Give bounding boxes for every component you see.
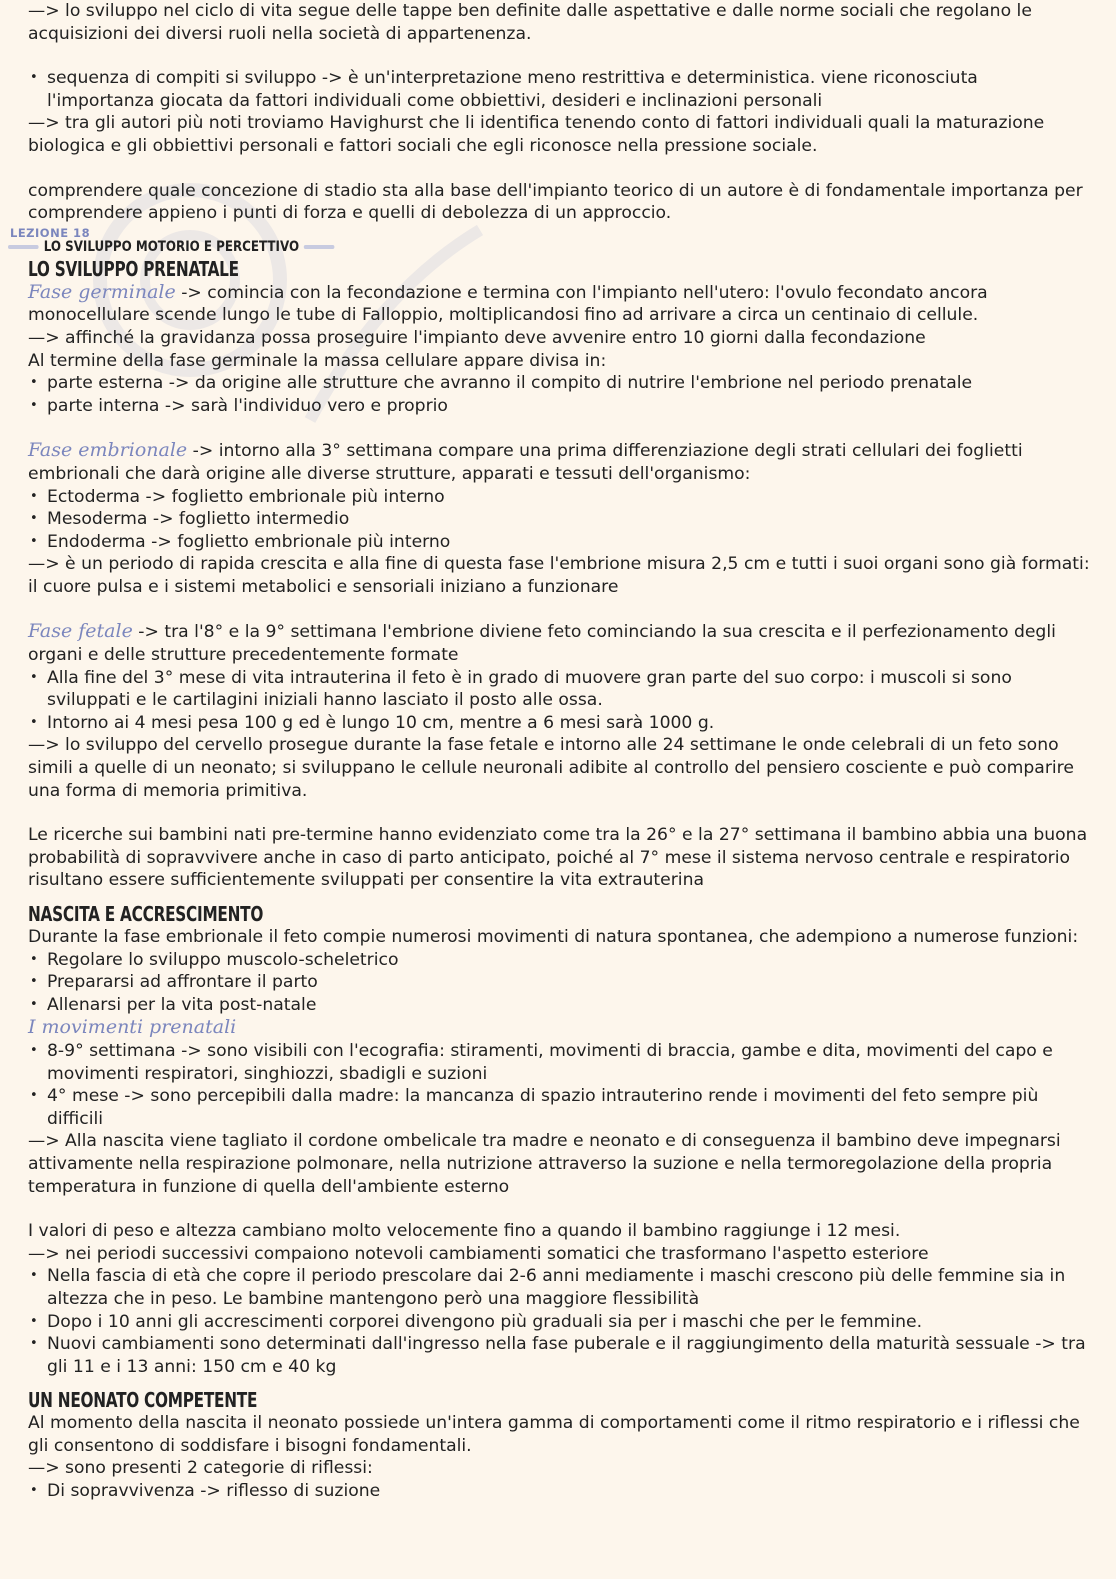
topic-heading [8, 237, 928, 257]
list-item: • parte esterna -> da origine alle strutture che avranno il compito di nutrire l'embrione nel periodo prenatale [28, 372, 1090, 395]
embryonic-paragraph-2: —> è un periodo di rapida crescita e alla fine di questa fase l'embrione misura 2,5 cm e tutti i suoi organi sono già formati: il cuore pulsa e i sistemi metabolici e sensoriali iniziano a funzionare [28, 554, 1090, 597]
list-item: • Nuovi cambiamenti sono determinati dall'ingresso nella fase puberale e il raggiungimento della maturità sessuale -> tra gli 11 e i 13 anni: 150 cm e 40 kg [28, 1333, 1090, 1378]
list-item: • Intorno ai 4 mesi pesa 100 g ed è lungo 10 cm, mentre a 6 mesi sarà 1000 g. [28, 712, 1090, 735]
list-item: • Dopo i 10 anni gli accrescimenti corporei divengono più graduali sia per i maschi che per le femmine. [28, 1311, 1090, 1334]
embryonic-label: Fase embrionale [28, 439, 188, 462]
fetal-text: -> tra l'8° e la 9° settimana l'embrione diviene feto cominciando la sua crescita e il perfezionamento degli organi e delle strutture precedentemente formate [28, 622, 1056, 666]
germinal-paragraph-2: —> affinché la gravidanza possa proseguire l'impianto deve avvenire entro 10 giorni dalla fecondazione [28, 327, 926, 348]
list-item: • Di sopravvivenza -> riflesso di suzione [28, 1480, 1090, 1503]
section-title-prenatal: LO SVILUPPO PRENATALE [28, 256, 239, 281]
birth-paragraph-2: —> Alla nascita viene tagliato il cordone ombelicale tra madre e neonato e di conseguenza il bambino deve impegnarsi attivamente nella respirazione polmonare, nella nutrizione attraverso la suzione e nella termoregolazione della propria temperatura in funzione di quella dell'ambiente esterno [28, 1131, 1061, 1197]
fetal-label: Fase fetale [28, 620, 133, 643]
topic-bar-right [304, 245, 335, 249]
list-item: • Allenarsi per la vita post-natale [28, 994, 1090, 1017]
germinal-paragraph [28, 281, 1090, 327]
topic-label: LO SVILUPPO MOTORIO E PERCETTIVO [43, 238, 300, 255]
document-page [28, 0, 1090, 1503]
newborn-paragraph-2: —> sono presenti 2 categorie di riflessi: [28, 1458, 373, 1479]
intro-paragraph-3: comprendere quale concezione di stadio sta alla base dell'impianto teorico di un autore è di fondamentale importanza per comprendere appieno i punti di forza e quelli di debolezza di un approccio. [28, 180, 1083, 224]
list-item: • Mesoderma -> foglietto intermedio [28, 508, 1090, 531]
fetal-paragraph [28, 620, 1090, 666]
list-item: • Endoderma -> foglietto embrionale più interno [28, 531, 1090, 554]
intro-paragraph-1: —> lo sviluppo nel ciclo di vita segue delle tappe ben definite dalle aspettative e dalle norme sociali che regolano le acquisizioni dei diversi ruoli nella società di appartenenza. [28, 1, 1032, 44]
list-item: • parte interna -> sarà l'individuo vero e proprio [28, 395, 1090, 418]
intro-bullet: • sequenza di compiti si sviluppo -> è un'interpretazione meno restrittiva e deterministica. viene riconosciuta l'importanza giocata da fattori individuali come obbiettivi, desideri e inclinazioni personali [28, 67, 1090, 112]
birth-paragraph-3: I valori di peso e altezza cambiano molto velocemente fino a quando il bambino raggiunge i 12 mesi. [28, 1221, 901, 1242]
intro-paragraph-2: —> tra gli autori più noti troviamo Havighurst che li identifica tenendo conto di fattori individuali quali la maturazione biologica e gli obbiettivi personali e fattori sociali che egli riconosce nella pressione sociale. [28, 113, 1045, 156]
list-item: • Prepararsi ad affrontare il parto [28, 971, 1090, 994]
embryonic-text: -> intorno alla 3° settimana compare una prima differenziazione degli strati cellulari dei foglietti embrionali che darà origine alle diverse strutture, apparati e tessuti dell'organismo: [28, 441, 1023, 484]
section-title-newborn: UN NEONATO COMPETENTE [28, 1388, 258, 1413]
birth-paragraph-4: —> nei periodi successivi compaiono notevoli cambiamenti somatici che trasformano l'aspetto esteriore [28, 1243, 929, 1264]
list-item: • 4° mese -> sono percepibili dalla madre: la mancanza di spazio intrauterino rende i movimenti del feto sempre più difficili [28, 1085, 1090, 1130]
movements-label: I movimenti prenatali [28, 1016, 237, 1039]
movements-heading [28, 1016, 1090, 1040]
fetal-paragraph-2: —> lo sviluppo del cervello prosegue durante la fase fetale e intorno alle 24 settimane le onde celebrali di un feto sono simili a quelle di un neonato; si sviluppano le cellule neuronali adibite al controllo del pensiero cosciente e può comparire una forma di memoria primitiva. [28, 735, 1074, 801]
topic-bar-left [8, 245, 39, 249]
embryonic-paragraph [28, 439, 1090, 485]
list-item: • 8-9° settimana -> sono visibili con l'ecografia: stiramenti, movimenti di braccia, gambe e dita, movimenti del capo e movimenti respiratori, singhiozzi, sbadigli e suzioni [28, 1040, 1090, 1085]
preterm-paragraph: Le ricerche sui bambini nati pre-termine hanno evidenziato come tra la 26° e la 27° settimana il bambino abbia una buona probabilità di sopravvivere anche in caso di parto anticipato, poiché al 7° mese il sistema nervoso centrale e respiratorio risultano essere sufficientemente sviluppati per consentire la vita extrauterina [28, 825, 1088, 891]
list-item: • Nella fascia di età che copre il periodo prescolare dai 2-6 anni mediamente i maschi crescono più delle femmine sia in altezza che in peso. Le bambine mantengono però una maggiore flessibilità [28, 1265, 1090, 1310]
germinal-label: Fase germinale [28, 280, 176, 303]
list-item: • Ectoderma -> foglietto embrionale più interno [28, 486, 1090, 509]
list-item: • Regolare lo sviluppo muscolo-scheletrico [28, 949, 1090, 972]
lesson-label: LEZIONE 18 [10, 226, 91, 240]
germinal-paragraph-3: Al termine della fase germinale la massa cellulare appare divisa in: [28, 350, 607, 371]
birth-paragraph-1: Durante la fase embrionale il feto compie numerosi movimenti di natura spontanea, che adempiono a numerose funzioni: [28, 927, 1079, 947]
newborn-paragraph-1: Al momento della nascita il neonato possiede un'intera gamma di comportamenti come il ritmo respiratorio e i riflessi che gli consentono di soddisfare i bisogni fondamentali. [28, 1413, 1080, 1456]
germinal-text: -> comincia con la fecondazione e termina con l'impianto nell'utero: l'ovulo fecondato ancora monocellulare scende lungo le tube di Falloppio, moltiplicandosi fino ad arrivare a circa un centinaio di cellule. [28, 282, 988, 326]
list-item: • Alla fine del 3° mese di vita intrauterina il feto è in grado di muovere gran parte del suo corpo: i muscoli si sono sviluppati e le cartilagini iniziali hanno lasciato il posto alle ossa. [28, 667, 1090, 712]
section-title-birth: NASCITA E ACCRESCIMENTO [28, 902, 264, 926]
